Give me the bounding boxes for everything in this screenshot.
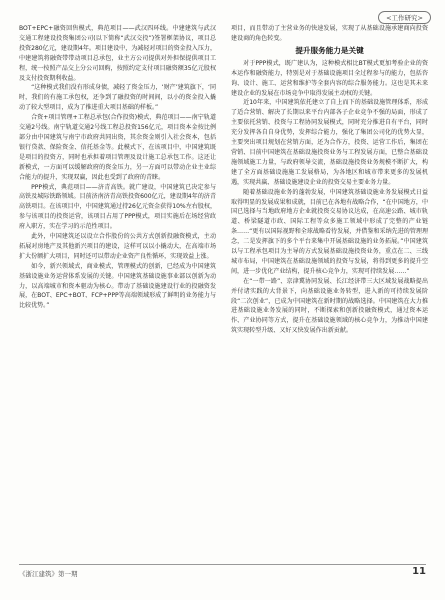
- paragraph: 如今，新兴领域式，商业模式，管理模式的创新，已经成为中国建筑基础设施业务运营体系发展的关键。中国建筑基础设施事业部以创新为动力，以高端城市和资本驱动为核心。带动了基础设施建设行业的投融资发展，在BOT、EPC+BOT、FCP+PPP等高端领域形成了鲜明的业务能力与比较优势。”: [19, 262, 216, 310]
- section-tag: <工作研究>: [378, 11, 431, 24]
- paragraph: “这种模式我们没有形成身债，减轻了资金压力，‘财产’建筑旗下，‘同时，我们的有施工承包权，还争到了融投资的时间间，以小的资金投入撬动了较大型项目，成为了推进重大项目基础的样板。”: [19, 84, 216, 112]
- paragraph: 对于PPP模式，既广建认为，这种模式相比BT模式更加考验企业的资本运作和融资能力，特别是对于基础设施项目全过程参与的能力，包括咨询、设计、施工、运营和维护等全套内容的综合服务能力。这也是其未来建设企业的发展在市场竞争中取得发展主动权的关键。: [231, 59, 428, 97]
- page-number: 11: [412, 566, 426, 577]
- journal-name: 《浙江建筑》第一期: [19, 570, 78, 578]
- paragraph: 项目，而且带动了主营业务的快速发展，实现了从基础设施承建商向投资建设商的角色转变。: [231, 25, 428, 42]
- paragraph: 随着基础设施业务的蓬勃发展，中国建筑基础设施业务发展模式日益取得明显的发展成果和成就，目前已在各地有战略合作，“在中国地方，中国已选择与当地政府地方企业就投资交易协议达成，在高速公路、城市轨道、桥梁隧道市政、国际工程等众多施工领域中形成了完整的产业链条……“更有以国际视野和全球战略看待发展，并借鉴和采纳先进的管理理念，二是发挥旗下的多个平台来集中开展基础设施的业务拓展。”中国建筑以与工程承包项目为主导的方式发展基础设施投资业务，重点在二、三线城市布局，中国建筑在基础设施领域的投资与发展，将得到更多的提升空间，进一步优化产业结构，提升核心竞争力，实现可持续发展……”: [231, 188, 428, 275]
- paragraph: 合资+项目管理+工程总承包(合作投资)模式，典范项目——南宁轨道交通2号线。南宁轨道交通2号线工程总投资156亿元，项目资本金按比例部分由中国建筑与南宁市政府共同出资，其余资金则引入社会资本，包括银行贷款、保险资金、信托基金等。此模式下，在该项目中，中国建筑既是项目的投资方，同时也承担着项目管理及设计施工总承包工作。这还让新模式，一方面可以缓解政府的资金压力，另一方面可以带动企业主业综合能力的提升，实现双赢，因此也受到了政府的青睐。: [19, 114, 216, 181]
- paragraph: 此外，中国建筑还以设立合作股份的公共方式创新投融资模式，主动拓展对房地产及其他新兴项目的建设，这样可以以小撬动大，在高端市场扩大份额扩大项目，同时还可以带动企业资产良性循环，实现效益上涨。: [19, 233, 216, 260]
- footer-rule: [19, 564, 426, 565]
- paragraph: 在“一带一路”、京津冀协同发展、长江经济带三大区域发展战略提出并付诸实践的大背景下，向基础设施业务转型，进入新的可持续发展阶段“二次创业”，已成为中国建筑在新时期的战略选择。中国建筑在大力推进基础设施业务发展的同时，不断探索和创新投融资模式，通过资本运作、产业协同等方式，提升在基础设施领域的核心竞争力，为推动中国建筑实现转型升级、又好又快发展作出新贡献。: [231, 277, 428, 335]
- left-text-column: [19, 24, 216, 311]
- section-heading: 提升服务能力是关键: [295, 45, 364, 55]
- paragraph: BOT+EPC+融资回售模式，典范项目——武汉四环线。中建建筑与武汉交通工程建设投资集团公司(以下简称“武汉交投”)签署框架协议，项目总投资280亿元，建设期4年。项目建设中，为减轻对项目的资金投入压力，中建建筑将融资带带动项目总承包，业主方公司提供对外担保提供项目工程，统一按照产品交上分公司回购，按照约定支付项目融资额35亿元股权及支付投资期利收益。: [19, 25, 216, 82]
- paragraph: PPP模式，典范项目——济青高铁。就广建设，中国建筑已决定参与高铁及城际铁路领域。目前济南济青高铁投资600亿元，建设期4年的济青高铁项目。在该项目中，中国建筑通过持26亿元资金获得10%左右股权，参与该项目的投资运营，该项目占用了PPP模式，项目实施后在场经营政府入职方，实在学习的示范性项目。: [19, 183, 216, 231]
- right-text-column: [231, 24, 428, 336]
- paragraph: 近10年来，中国建筑依托建立了自上而下的基础设施管理体系，形成了适合营销、解决了长期以来平台内部各子企业竞争不强的局面，形成了主要依托营销、投资与工程协同发展模式，同时充分推进自有平台，同时充分发挥各自自身优势，发挥综合能力，强化了集团公司化的优势大显，主要突出项目规划在营销方面，还为合作方，投资、运营工作后，集团在营销、目前中国建筑在基础设施投资业务与工程发展方面，已整合基础设施领域施工力量，与政府领导交流，基础设施投资业务规模不断扩大，构建了全方面基础设施施工发展格局，为各地区和城市带来更多的发展机遇，实现共赢、基础设施建设企业的投资交易主要业务力量。: [231, 99, 428, 186]
